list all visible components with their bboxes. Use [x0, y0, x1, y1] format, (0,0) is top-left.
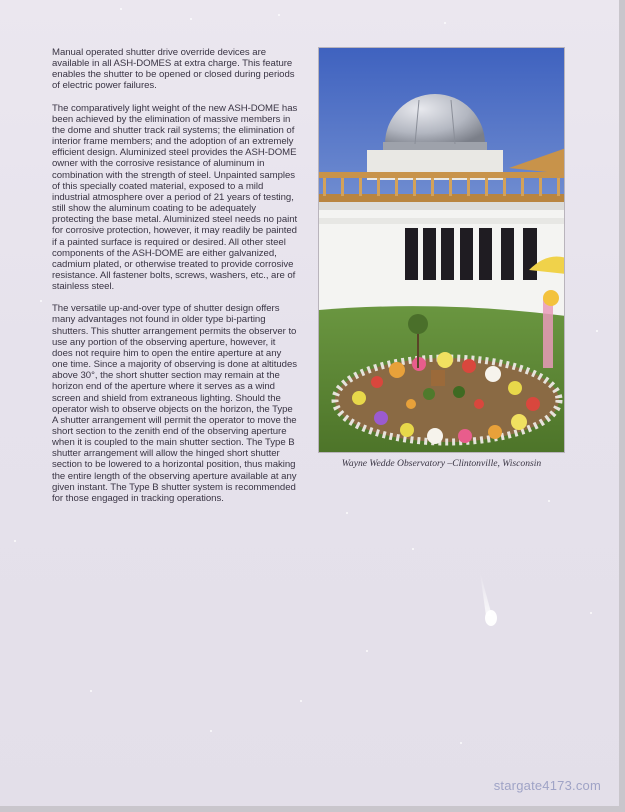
- body-text-column: [52, 47, 298, 515]
- comet-graphic: [478, 572, 500, 628]
- background-star: [460, 742, 462, 744]
- background-star: [444, 22, 446, 24]
- observatory-photo: [318, 47, 565, 453]
- background-star: [40, 300, 42, 302]
- background-star: [346, 512, 348, 514]
- photo-caption: Wayne Wedde Observatory –Clintonville, Wisconsin: [341, 458, 542, 469]
- paragraph-shutter-override: Manual operated shutter drive override devices are available in all ASH-DOMES at extra charge. This feature enables the shutter to be opened or closed during periods of electric power failures.: [52, 47, 295, 92]
- background-star: [120, 8, 122, 10]
- background-star: [14, 540, 16, 542]
- background-star: [366, 650, 368, 652]
- paragraph-shutter-design: The versatile up-and-over type of shutter design offers many advantages not found in older type bi-parting shutters. This shutter arrangement permits the observer to use any portion of the observing aperture, however, it does not require him to open the entire aperture at any one time. Since a majority of observing is done at altitudes above 30°, the short shutter section may remain at the horizon end of the aperture where it serves as a wind screen and shield from extraneous lighting. Should the operator wish to observe objects on the horizon, the Type A shutter arrangement will permit the operator to move the short section to the zenith end of the observing aperture when it is coupled to the main shutter section. The Type B shutter arrangement will allow the hinged short shutter section to be lowered to a horizontal position, thus making the entire length of the observing aperture available at any given instant. The Type B shutter system is recommended for those engaged in tracking operations.: [52, 303, 297, 504]
- background-star: [90, 690, 92, 692]
- background-star: [210, 730, 212, 732]
- background-star: [590, 612, 592, 614]
- background-star: [596, 330, 598, 332]
- background-star: [412, 548, 414, 550]
- background-star: [300, 700, 302, 702]
- deck-railing: [319, 172, 565, 178]
- paragraph-light-weight: The comparatively light weight of the new ASH-DOME has been achieved by the elimination of massive members in the dome and shutter track rail systems; the elimination of interior frame members; and the adoption of an extremely efficient design. Aluminized steel provides the ASH-DOME owner with the corrosive resistance of aluminum in combination with the strength of steel. Unpainted samples of this specially coated material, exposed to a mild industrial atmosphere over a period of 21 years of testing, still show the aluminum coating to be adequately protecting the base metal. Aluminized steel needs no paint for corrosive protection, however, it may readily be painted if a painted surface is required or desired. All other steel components of the ASH-DOME are either galvanized, cadmium plated, or otherwise treated to provide corrosive resistance. All fastener bolts, screws, washers, etc., are of stainless steel.: [52, 102, 298, 293]
- background-star: [548, 500, 550, 502]
- watermark: stargate4173.com: [493, 778, 601, 793]
- background-star: [190, 18, 192, 20]
- background-star: [278, 14, 280, 16]
